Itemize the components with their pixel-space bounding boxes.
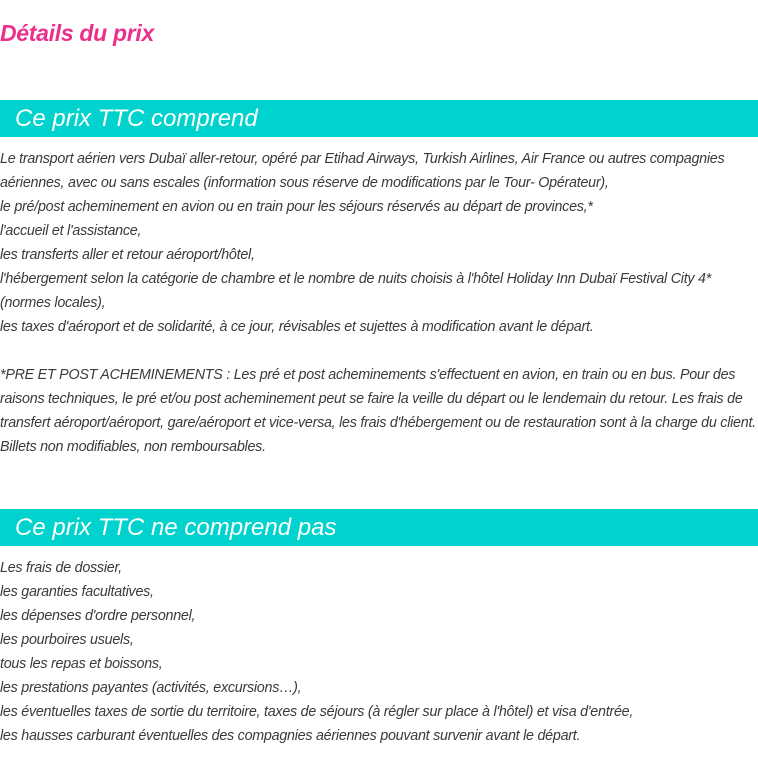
excludes-item: les dépenses d'ordre personnel,: [0, 608, 196, 624]
excludes-item: les pourboires usuels,: [0, 632, 134, 648]
includes-item: l'accueil et l'assistance,: [0, 223, 142, 239]
includes-item: l'hébergement selon la catégorie de chambre et le nombre de nuits choisis à l'hôtel Holiday Inn Dubaï Festival City 4* (normes locales),: [0, 271, 712, 311]
excludes-item: les éventuelles taxes de sortie du territoire, taxes de séjours (à régler sur place à l'hôtel) et visa d'entrée,: [0, 704, 634, 720]
transport-note: [0, 363, 758, 459]
page-title: Détails du prix: [0, 20, 154, 46]
excludes-heading: Ce prix TTC ne comprend pas: [0, 509, 758, 546]
excludes-item: Les frais de dossier,: [0, 560, 122, 576]
excludes-item: tous les repas et boissons,: [0, 656, 163, 672]
excludes-list: [0, 556, 758, 748]
transport-note-text: *PRE ET POST ACHEMINEMENTS : Les pré et post acheminements s'effectuent en avion, en train ou en bus. Pour des raisons techniques, le pré et/ou post acheminement peut se faire la veille du départ ou le lendemain du retour. Les frais de transfert aéroport/aéroport, gare/aéroport et vice-versa, les frais d'hébergement ou de restauration sont à la charge du client. Billets non modifiables, non remboursables.: [0, 367, 756, 455]
includes-item: le pré/post acheminement en avion ou en train pour les séjours réservés au départ de provinces,*: [0, 199, 593, 215]
includes-item: les taxes d'aéroport et de solidarité, à ce jour, révisables et sujettes à modification avant le départ.: [0, 319, 594, 335]
includes-item: Le transport aérien vers Dubaï aller-retour, opéré par Etihad Airways, Turkish Airlines, Air France ou autres compagnies aériennes, avec ou sans escales (information sous réserve de modifications par le Tour- Opérateur),: [0, 151, 725, 191]
includes-item: les transferts aller et retour aéroport/hôtel,: [0, 247, 255, 263]
excludes-item: les prestations payantes (activités, excursions…),: [0, 680, 302, 696]
excludes-item: les hausses carburant éventuelles des compagnies aériennes pouvant survenir avant le départ.: [0, 728, 581, 744]
includes-list: [0, 147, 758, 339]
excludes-item: les garanties facultatives,: [0, 584, 154, 600]
includes-heading: Ce prix TTC comprend: [0, 100, 758, 137]
